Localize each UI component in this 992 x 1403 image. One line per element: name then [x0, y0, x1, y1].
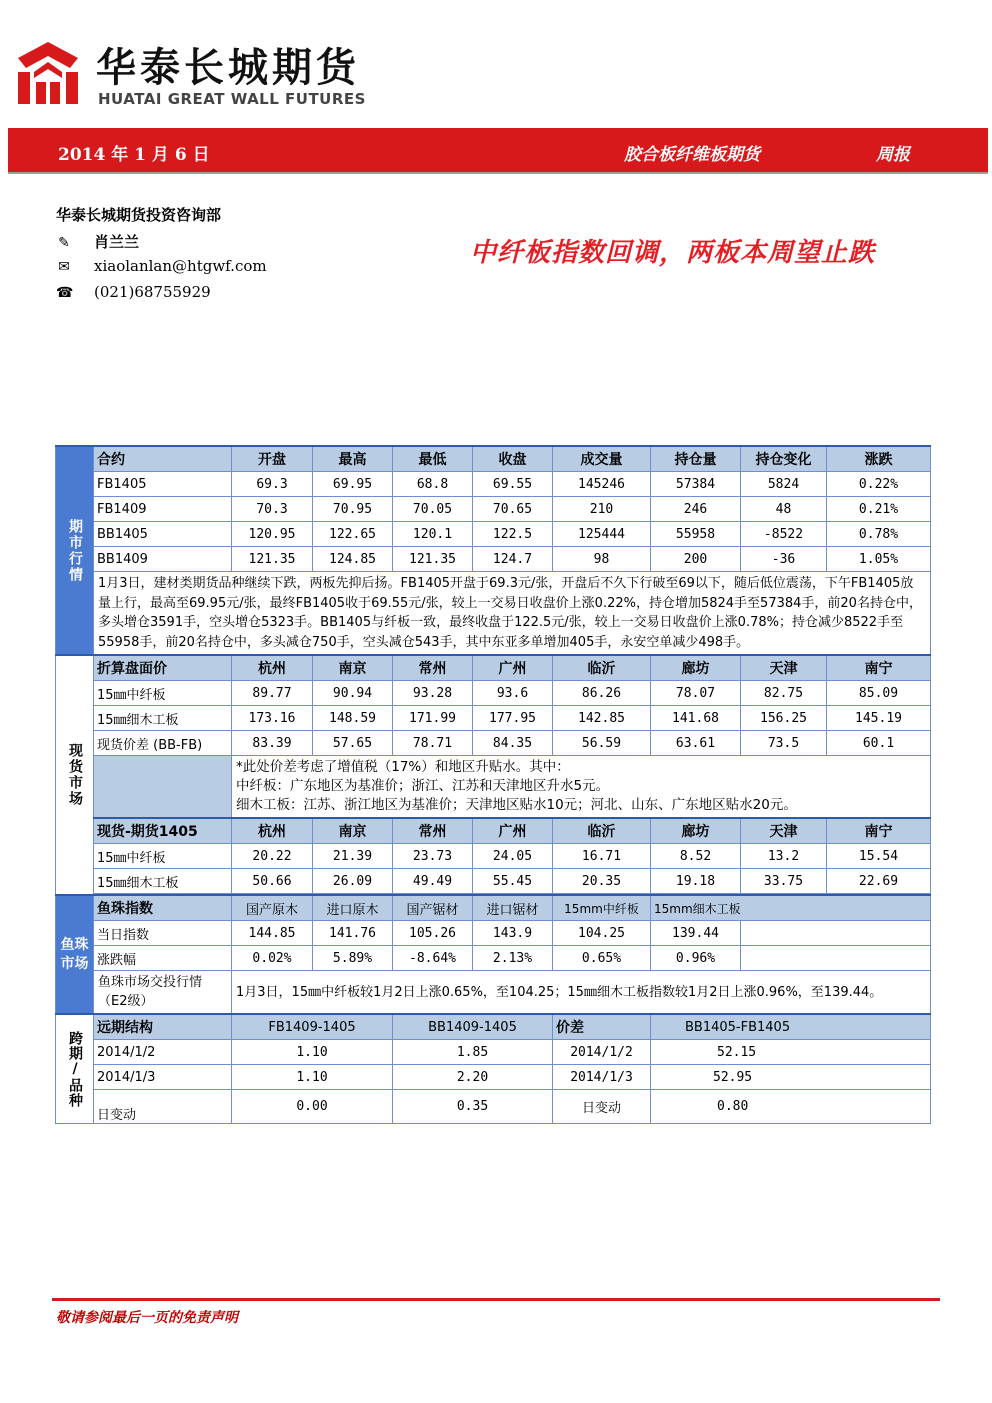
- spread-col-header: 远期结构: [94, 1014, 232, 1040]
- table-cell: 145246: [553, 472, 651, 497]
- futures-col-header: 成交量: [553, 446, 651, 472]
- table-cell: 124.7: [473, 547, 553, 572]
- spot-col-header: 折算盘面价: [94, 655, 232, 681]
- table-cell: 70.05: [393, 497, 473, 522]
- table-cell: 69.3: [232, 472, 313, 497]
- table-row: [56, 522, 931, 547]
- table-cell: -8522: [741, 522, 827, 547]
- blank-cell: [94, 756, 232, 819]
- analyst-name-row: [56, 231, 139, 252]
- company-logo-icon: [14, 38, 82, 106]
- spot-col-header: 杭州: [232, 655, 313, 681]
- company-name-en: HUATAI GREAT WALL FUTURES: [98, 90, 366, 108]
- table-cell: 90.94: [313, 681, 393, 706]
- table-cell: 171.99: [393, 706, 473, 731]
- product-name: 现货价差 (BB-FB): [94, 731, 232, 756]
- spread-col-header: BB1409-1405: [393, 1014, 553, 1040]
- table-cell: 210: [553, 497, 651, 522]
- spot-col-header: 南京: [313, 655, 393, 681]
- table-row: [56, 1065, 931, 1090]
- futures-col-header: 开盘: [232, 446, 313, 472]
- spot-section-label: 现货市场: [56, 655, 94, 895]
- table-row: [56, 731, 931, 756]
- table-cell: 142.85: [553, 706, 651, 731]
- table-row: [56, 946, 931, 971]
- table-cell: -36: [741, 547, 827, 572]
- table-cell: 0.21%: [827, 497, 931, 522]
- table-cell: 19.18: [651, 869, 741, 894]
- date-label: 2014/1/2: [94, 1040, 232, 1065]
- footer-divider: [52, 1298, 940, 1301]
- table-cell: 52.95: [651, 1065, 931, 1090]
- table-cell: [741, 946, 931, 971]
- table-cell: 143.9: [473, 921, 553, 946]
- market-data-table: [55, 445, 931, 1124]
- futures-col-header: 最低: [393, 446, 473, 472]
- futures-commentary-row: [56, 572, 931, 656]
- report-headline: 中纤板指数回调，两板本周望止跌: [470, 238, 876, 268]
- analyst-phone-row: [56, 283, 211, 301]
- yuzhu-col-header: 15mm中纤板: [553, 895, 651, 921]
- table-cell: 15.54: [827, 844, 931, 869]
- date-label: 日变动: [94, 1090, 232, 1124]
- spread-col-header: 价差: [553, 1014, 651, 1040]
- basis-col-header: 杭州: [232, 818, 313, 844]
- table-cell: 200: [651, 547, 741, 572]
- analyst-phone: (021)68755929: [94, 283, 211, 301]
- basis-col-header: 现货-期货1405: [94, 818, 232, 844]
- table-cell: 121.35: [393, 547, 473, 572]
- table-cell: 0.78%: [827, 522, 931, 547]
- table-cell: 5824: [741, 472, 827, 497]
- table-cell: 70.65: [473, 497, 553, 522]
- spot-col-header: 天津: [741, 655, 827, 681]
- futures-col-header: 收盘: [473, 446, 553, 472]
- spread-header-row: [56, 1014, 931, 1040]
- table-cell: 139.44: [651, 921, 741, 946]
- table-cell: 5.89%: [313, 946, 393, 971]
- table-cell: 104.25: [553, 921, 651, 946]
- table-cell: 86.26: [553, 681, 651, 706]
- table-cell: 68.8: [393, 472, 473, 497]
- table-cell: 52.15: [651, 1040, 931, 1065]
- futures-col-header: 持仓量: [651, 446, 741, 472]
- table-cell: 177.95: [473, 706, 553, 731]
- contract-name: FB1405: [94, 472, 232, 497]
- analyst-name: 肖兰兰: [94, 233, 140, 251]
- spread-section-label: 跨期/品种: [56, 1014, 94, 1124]
- table-cell: 63.61: [651, 731, 741, 756]
- report-product: 胶合板纤维板期货: [624, 145, 760, 165]
- yuzhu-col-header: 进口锯材: [473, 895, 553, 921]
- table-cell: 246: [651, 497, 741, 522]
- table-cell: 0.80: [651, 1090, 931, 1124]
- mail-icon: ✉: [58, 259, 70, 275]
- spot-note-line: 中纤板：广东地区为基准价；浙江、江苏和天津地区升水5元。: [236, 778, 610, 794]
- table-cell: 0.02%: [232, 946, 313, 971]
- yuzhu-col-header: 进口原木: [313, 895, 393, 921]
- table-cell: 21.39: [313, 844, 393, 869]
- table-cell: 173.16: [232, 706, 313, 731]
- department-name: 华泰长城期货投资咨询部: [56, 206, 222, 224]
- table-cell: 48: [741, 497, 827, 522]
- yuzhu-commentary-label: 鱼珠市场交投行情（E2级）: [94, 971, 232, 1015]
- yuzhu-col-header: 鱼珠指数: [94, 895, 232, 921]
- disclaimer-note: 敬请参阅最后一页的免责声明: [56, 1310, 238, 1326]
- table-cell: 141.68: [651, 706, 741, 731]
- basis-col-header: 常州: [393, 818, 473, 844]
- table-cell: 8.52: [651, 844, 741, 869]
- product-name: 15㎜中纤板: [94, 681, 232, 706]
- table-row: [56, 844, 931, 869]
- futures-col-header: 涨跌: [827, 446, 931, 472]
- table-cell: 120.1: [393, 522, 473, 547]
- table-cell: 24.05: [473, 844, 553, 869]
- table-cell: 73.5: [741, 731, 827, 756]
- table-cell: 56.59: [553, 731, 651, 756]
- basis-col-header: 天津: [741, 818, 827, 844]
- spot-notes-row: [56, 756, 931, 819]
- table-cell: 20.22: [232, 844, 313, 869]
- table-cell: 49.49: [393, 869, 473, 894]
- spot-col-header: 广州: [473, 655, 553, 681]
- table-cell: 78.07: [651, 681, 741, 706]
- table-cell: 122.5: [473, 522, 553, 547]
- table-cell: 156.25: [741, 706, 827, 731]
- table-row: [56, 1090, 931, 1124]
- table-cell: 141.76: [313, 921, 393, 946]
- table-cell: 55958: [651, 522, 741, 547]
- table-cell: 33.75: [741, 869, 827, 894]
- table-cell: 145.19: [827, 706, 931, 731]
- table-row: [56, 681, 931, 706]
- index-label: 涨跌幅: [94, 946, 232, 971]
- company-name-cn: 华泰长城期货: [96, 45, 360, 91]
- table-cell: 85.09: [827, 681, 931, 706]
- table-cell: 2.13%: [473, 946, 553, 971]
- table-cell: 121.35: [232, 547, 313, 572]
- table-cell: 98: [553, 547, 651, 572]
- table-cell: 0.96%: [651, 946, 741, 971]
- table-cell: 0.65%: [553, 946, 651, 971]
- basis-col-header: 南京: [313, 818, 393, 844]
- table-cell: 122.65: [313, 522, 393, 547]
- index-label: 当日指数: [94, 921, 232, 946]
- table-cell: 69.55: [473, 472, 553, 497]
- basis-col-header: 广州: [473, 818, 553, 844]
- yuzhu-header-row: [56, 895, 931, 921]
- table-row: [56, 497, 931, 522]
- table-cell: 0.00: [232, 1090, 393, 1124]
- date-label: 2014/1/3: [94, 1065, 232, 1090]
- basis-col-header: 临沂: [553, 818, 651, 844]
- table-row: [56, 921, 931, 946]
- table-cell: 1.05%: [827, 547, 931, 572]
- report-date: 2014 年 1 月 6 日: [58, 145, 210, 165]
- spot-col-header: 常州: [393, 655, 473, 681]
- edit-icon: ✎: [58, 235, 70, 251]
- table-cell: 93.28: [393, 681, 473, 706]
- yuzhu-commentary: 1月3日，15㎜中纤板较1月2日上涨0.65%，至104.25；15㎜细木工板指数较1月2日上涨0.96%，至139.44。: [232, 971, 931, 1015]
- table-cell: 120.95: [232, 522, 313, 547]
- table-cell: 16.71: [553, 844, 651, 869]
- contract-name: BB1405: [94, 522, 232, 547]
- futures-section-label: 期市行情: [56, 446, 94, 655]
- table-row: [56, 472, 931, 497]
- spot-col-header: 廊坊: [651, 655, 741, 681]
- table-cell: 70.3: [232, 497, 313, 522]
- yuzhu-section-label: [56, 895, 94, 1014]
- yuzhu-commentary-row: [56, 971, 931, 1015]
- report-type: 周报: [876, 145, 910, 165]
- table-cell: 22.69: [827, 869, 931, 894]
- table-cell: 0.22%: [827, 472, 931, 497]
- futures-commentary: 1月3日，建材类期货品种继续下跌，两板先抑后扬。FB1405开盘于69.3元/张，开盘后不久下行破至69以下，随后低位震荡，下午FB1405放量上行，最高至69.95元/张，最终FB1405收于69.55元/张，较上一交易日收盘价上涨0.22%，持仓增加5824手至57384手，前20名持仓中，多头增仓3591手，空头增仓5323手。BB1405与纤板一致，最终收盘于122.5元/张，较上一交易日收盘价上涨0.78%；持仓减少8522手至55958手，前20名持仓中，多头减仓750手，空头减仓543手，其中东亚多单增加405手，永安空单减少498手。: [94, 572, 931, 656]
- futures-col-header: 最高: [313, 446, 393, 472]
- product-name: 15㎜细木工板: [94, 706, 232, 731]
- spot-notes: [232, 756, 931, 819]
- table-cell: 55.45: [473, 869, 553, 894]
- date-label: 日变动: [553, 1090, 651, 1124]
- table-cell: 57384: [651, 472, 741, 497]
- table-row: [56, 547, 931, 572]
- table-cell: 148.59: [313, 706, 393, 731]
- table-cell: 2.20: [393, 1065, 553, 1090]
- table-cell: [741, 921, 931, 946]
- table-cell: -8.64%: [393, 946, 473, 971]
- table-cell: 105.26: [393, 921, 473, 946]
- table-cell: 78.71: [393, 731, 473, 756]
- yuzhu-col-header: 国产原木: [232, 895, 313, 921]
- analyst-email[interactable]: xiaolanlan@htgwf.com: [94, 257, 267, 275]
- spot-note-line: *此处价差考虑了增值税（17%）和地区升贴水。其中：: [236, 759, 570, 775]
- table-cell: 0.35: [393, 1090, 553, 1124]
- spot-note-line: 细木工板：江苏、浙江地区为基准价；天津地区贴水10元；河北、山东、广东地区贴水20元。: [236, 797, 797, 813]
- spot-col-header: 南宁: [827, 655, 931, 681]
- table-cell: 1.85: [393, 1040, 553, 1065]
- contract-name: FB1409: [94, 497, 232, 522]
- table-cell: 69.95: [313, 472, 393, 497]
- table-cell: 26.09: [313, 869, 393, 894]
- futures-header-row: [56, 446, 931, 472]
- product-name: 15㎜中纤板: [94, 844, 232, 869]
- contract-name: BB1409: [94, 547, 232, 572]
- table-cell: 13.2: [741, 844, 827, 869]
- table-row: [56, 706, 931, 731]
- table-cell: 125444: [553, 522, 651, 547]
- table-cell: 93.6: [473, 681, 553, 706]
- basis-col-header: 廊坊: [651, 818, 741, 844]
- table-cell: 82.75: [741, 681, 827, 706]
- table-cell: 144.85: [232, 921, 313, 946]
- table-cell: 124.85: [313, 547, 393, 572]
- table-cell: 83.39: [232, 731, 313, 756]
- table-cell: 70.95: [313, 497, 393, 522]
- table-cell: 1.10: [232, 1065, 393, 1090]
- product-name: 15㎜细木工板: [94, 869, 232, 894]
- table-row: [56, 1040, 931, 1065]
- table-cell: 84.35: [473, 731, 553, 756]
- table-cell: 20.35: [553, 869, 651, 894]
- table-row: [56, 869, 931, 894]
- basis-col-header: 南宁: [827, 818, 931, 844]
- spot-header-row: [56, 655, 931, 681]
- table-cell: 57.65: [313, 731, 393, 756]
- yuzhu-section-text: 鱼珠市场: [60, 936, 89, 972]
- date-label: 2014/1/3: [553, 1065, 651, 1090]
- spread-col-header: BB1405-FB1405: [651, 1014, 931, 1040]
- table-cell: 60.1: [827, 731, 931, 756]
- basis-header-row: [56, 818, 931, 844]
- analyst-email-row: [56, 257, 267, 275]
- table-cell: 23.73: [393, 844, 473, 869]
- table-cell: 1.10: [232, 1040, 393, 1065]
- spread-col-header: FB1409-1405: [232, 1014, 393, 1040]
- date-label: 2014/1/2: [553, 1040, 651, 1065]
- yuzhu-col-header: 国产锯材: [393, 895, 473, 921]
- table-cell: 50.66: [232, 869, 313, 894]
- futures-col-header: 合约: [94, 446, 232, 472]
- futures-col-header: 持仓变化: [741, 446, 827, 472]
- phone-icon: ☎: [56, 285, 74, 301]
- spot-col-header: 临沂: [553, 655, 651, 681]
- yuzhu-col-header: 15mm细木工板: [651, 895, 931, 921]
- table-cell: 89.77: [232, 681, 313, 706]
